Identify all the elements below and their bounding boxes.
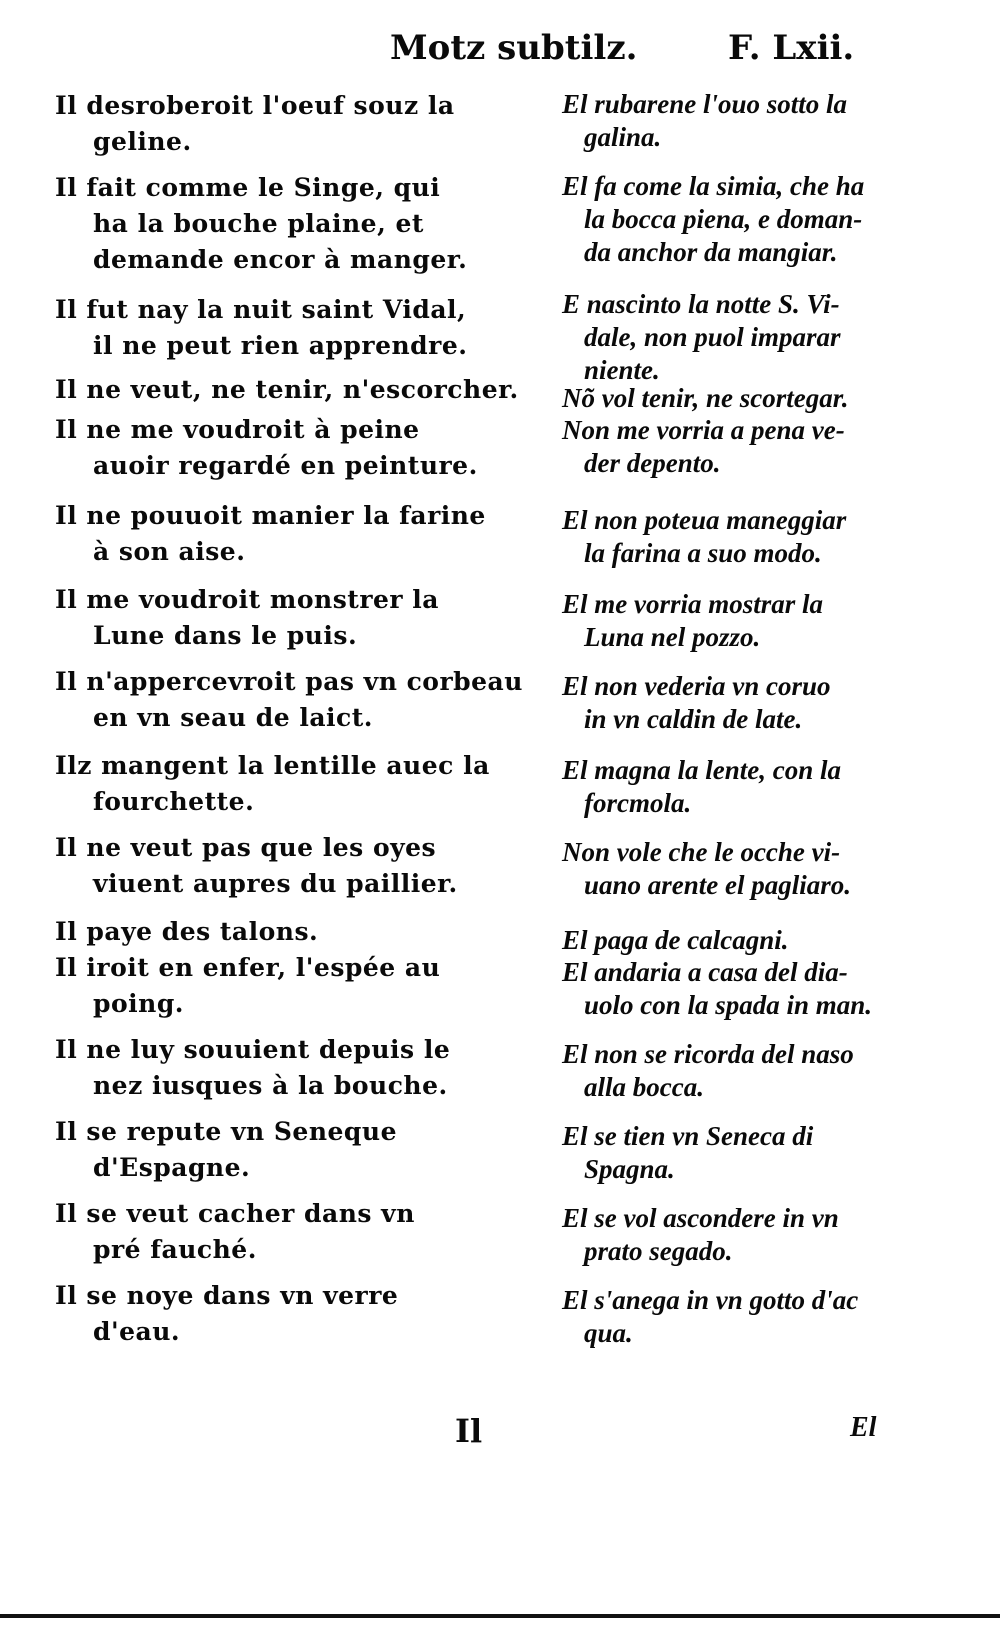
- italian-proverb-line: El s'anega in vn gotto d'ac: [562, 1285, 859, 1315]
- folio-number: F. Lxii.: [728, 28, 855, 68]
- french-proverb-line: poing.: [93, 989, 185, 1018]
- italian-proverb: [562, 1284, 892, 1350]
- french-proverb-line: Il ne me voudroit à peine: [55, 415, 420, 444]
- italian-proverb-line: qua.: [584, 1318, 633, 1348]
- french-proverb-line: ha la bouche plaine, et: [93, 209, 424, 238]
- french-proverb: [55, 830, 550, 902]
- french-proverb: [55, 914, 550, 950]
- french-proverb: [55, 88, 550, 160]
- french-proverb-line: Il se repute vn Seneque: [55, 1117, 397, 1146]
- italian-proverb: [562, 1038, 892, 1104]
- italian-proverb-line: Non vole che le ocche vi-: [562, 837, 841, 867]
- french-proverb: [55, 1196, 550, 1268]
- italian-proverb: [562, 504, 892, 570]
- italian-proverb: [562, 670, 892, 736]
- italian-proverb: [562, 588, 892, 654]
- french-proverb: [55, 1114, 550, 1186]
- french-proverb: [55, 1278, 550, 1350]
- italian-proverb-line: dale, non puol imparar: [584, 322, 841, 352]
- italian-proverb-line: uolo con la spada in man.: [584, 990, 873, 1020]
- italian-proverb-line: El se vol ascondere in vn: [562, 1203, 839, 1233]
- italian-proverb-line: Spagna.: [584, 1154, 675, 1184]
- italian-proverb: [562, 88, 892, 154]
- french-proverb-line: geline.: [93, 127, 192, 156]
- italian-proverb-line: El me vorria mostrar la: [562, 589, 824, 619]
- french-proverb-line: à son aise.: [93, 537, 246, 566]
- french-proverb-line: Il ne pouuoit manier la farine: [55, 501, 486, 530]
- french-proverb-line: d'Espagne.: [93, 1153, 251, 1182]
- french-proverb-line: Il ne veut, ne tenir, n'escorcher.: [55, 375, 519, 404]
- italian-proverb-line: El non poteua maneggiar: [562, 505, 847, 535]
- italian-proverb: [562, 1202, 892, 1268]
- french-proverb-line: pré fauché.: [93, 1235, 257, 1264]
- italian-proverb: [562, 754, 892, 820]
- italian-proverb-line: El rubarene l'ouo sotto la: [562, 89, 848, 119]
- french-proverb: [55, 372, 550, 408]
- french-proverb-line: Ilz mangent la lentille auec la: [55, 751, 490, 780]
- italian-proverb-line: El paga de calcagni.: [562, 925, 789, 955]
- italian-proverb-line: la farina a suo modo.: [584, 538, 822, 568]
- french-proverb: [55, 412, 550, 484]
- italian-proverb-line: da anchor da mangiar.: [584, 237, 838, 267]
- italian-proverb-line: E nascinto la notte S. Vi-: [562, 289, 840, 319]
- french-proverb: [55, 292, 550, 364]
- italian-proverb-line: El non vederia vn coruo: [562, 671, 831, 701]
- french-proverb-line: Il paye des talons.: [55, 917, 319, 946]
- italian-proverb-line: El se tien vn Seneca di: [562, 1121, 814, 1151]
- french-proverb: [55, 498, 550, 570]
- french-proverb-line: Il ne luy souuient depuis le: [55, 1035, 451, 1064]
- italian-proverb-line: El non se ricorda del naso: [562, 1039, 854, 1069]
- catchword-italian: El: [850, 1412, 877, 1443]
- french-proverb-line: Il n'appercevroit pas vn corbeau: [55, 667, 523, 696]
- italian-proverb-line: der depento.: [584, 448, 721, 478]
- french-proverb: [55, 1032, 550, 1104]
- italian-proverb-line: alla bocca.: [584, 1072, 704, 1102]
- italian-proverb: [562, 956, 892, 1022]
- french-proverb-line: demande encor à manger.: [93, 245, 468, 274]
- french-proverb-line: auoir regardé en peinture.: [93, 451, 478, 480]
- french-proverb: [55, 664, 550, 736]
- italian-proverb-line: niente.: [584, 355, 660, 385]
- italian-proverb-line: forcmola.: [584, 788, 692, 818]
- french-proverb: [55, 950, 550, 1022]
- french-proverb-line: fourchette.: [93, 787, 255, 816]
- bottom-rule: [0, 1614, 1000, 1618]
- french-proverb: [55, 170, 550, 278]
- french-proverb-line: Il se noye dans vn verre: [55, 1281, 399, 1310]
- italian-proverb-line: Nõ vol tenir, ne scortegar.: [562, 383, 849, 413]
- running-title: Motz subtilz.: [390, 28, 638, 68]
- french-proverb-line: nez iusques à la bouche.: [93, 1071, 448, 1100]
- french-proverb-line: Lune dans le puis.: [93, 621, 358, 650]
- italian-proverb-line: in vn caldin de late.: [584, 704, 803, 734]
- french-proverb-line: il ne peut rien apprendre.: [93, 331, 468, 360]
- french-proverb-line: Il desroberoit l'oeuf souz la: [55, 91, 455, 120]
- french-proverb-line: viuent aupres du paillier.: [93, 869, 458, 898]
- french-proverb-line: Il fait comme le Singe, qui: [55, 173, 441, 202]
- italian-proverb-line: Non me vorria a pena ve-: [562, 415, 845, 445]
- italian-proverb-line: galina.: [584, 122, 662, 152]
- italian-proverb: [562, 382, 892, 415]
- french-proverb: [55, 748, 550, 820]
- italian-proverb-line: El andaria a casa del dia-: [562, 957, 848, 987]
- italian-proverb: [562, 924, 892, 957]
- italian-proverb: [562, 836, 892, 902]
- french-proverb-line: Il iroit en enfer, l'espée au: [55, 953, 441, 982]
- italian-proverb-line: El magna la lente, con la: [562, 755, 842, 785]
- italian-proverb: [562, 414, 892, 480]
- italian-proverb: [562, 1120, 892, 1186]
- italian-proverb-line: uano arente el pagliaro.: [584, 870, 852, 900]
- italian-proverb-line: Luna nel pozzo.: [584, 622, 761, 652]
- italian-proverb-line: la bocca piena, e doman-: [584, 204, 863, 234]
- italian-proverb: [562, 288, 892, 387]
- french-proverb-line: en vn seau de laict.: [93, 703, 374, 732]
- french-proverb-line: Il fut nay la nuit saint Vidal,: [55, 295, 467, 324]
- italian-proverb: [562, 170, 892, 269]
- french-proverb-line: d'eau.: [93, 1317, 181, 1346]
- catchword-french: Il: [455, 1412, 483, 1450]
- french-proverb-line: Il me voudroit monstrer la: [55, 585, 439, 614]
- italian-proverb-line: El fa come la simia, che ha: [562, 171, 865, 201]
- french-proverb-line: Il se veut cacher dans vn: [55, 1199, 415, 1228]
- french-proverb: [55, 582, 550, 654]
- italian-proverb-line: prato segado.: [584, 1236, 733, 1266]
- french-proverb-line: Il ne veut pas que les oyes: [55, 833, 437, 862]
